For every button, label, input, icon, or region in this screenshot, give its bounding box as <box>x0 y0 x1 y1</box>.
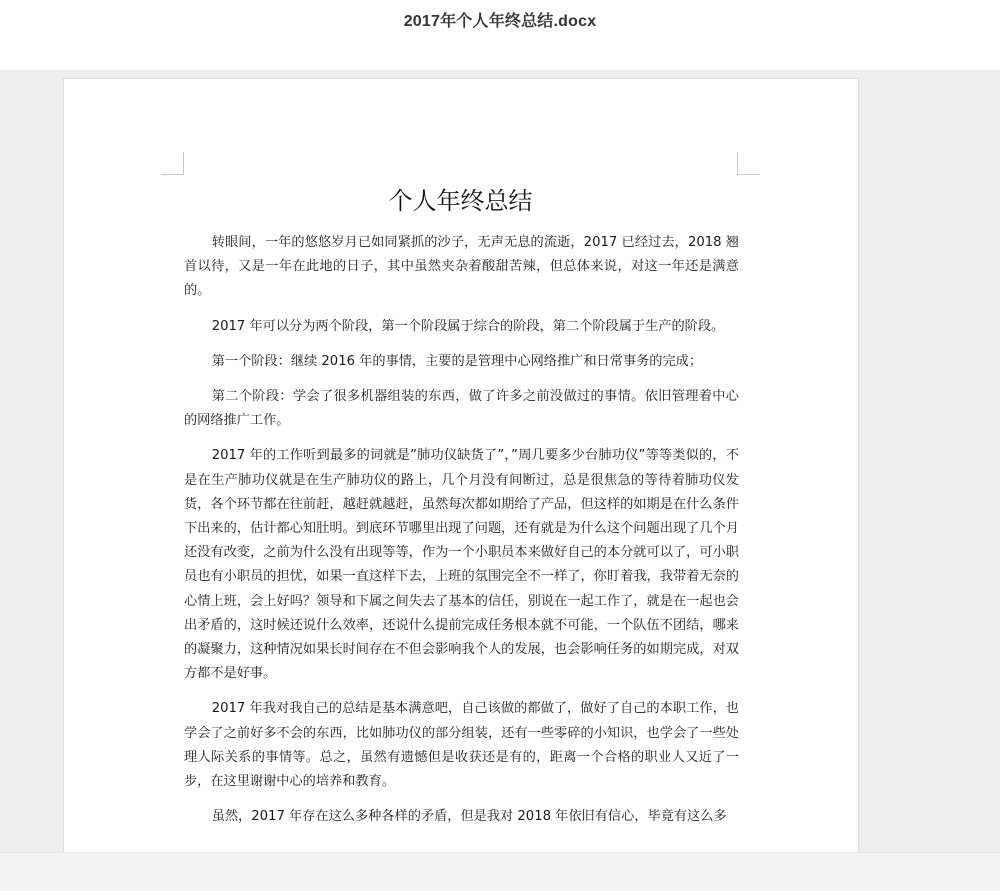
page-margin-corner-top-right <box>737 152 760 175</box>
title-bar <box>0 0 1000 70</box>
paragraph: 转眼间，一年的悠悠岁月已如同紧抓的沙子，无声无息的流逝，2017 已经过去，2018 翘首以待，又是一年在此地的日子，其中虽然夹杂着酸甜苦辣，但总体来说，对这一年还是满意的。 <box>184 235 739 299</box>
paragraph: 2017 年的工作听到最多的词就是”肺功仪缺货了”，”周几要多少台肺功仪”等等类似的，不是在生产肺功仪就是在生产肺功仪的路上，几个月没有间断过，总是很焦急的等待着肺功仪发货，各个环节都在往前赶，越赶就越赶，虽然每次都如期给了产品，但这样的如期是在什么条件下出来的，估计都心知肚明。到底环节哪里出现了问题，还有就是为什么这个问题出现了几个月还没有改变，之前为什么没有出现等等，作为一个小职员本来做好自己的本分就可以了，可小职员也有小职员的担忧，如果一直这样下去，上班的氛围完全不一样了，你盯着我，我带着无奈的心情上班，会上好吗？领导和下属之间失去了基本的信任，别说在一起工作了，就是在一起也会出矛盾的，这时候还说什么效率，还说什么提前完成任务根本就不可能，一个队伍不团结，哪来的凝聚力，这种情况如果长时间存在不但会影响我个人的发展，也会影响任务的如期完成，对双方都不是好事。 <box>184 448 739 682</box>
bottom-bar <box>0 852 1000 891</box>
document-filename: 2017年个人年终总结.docx <box>403 13 597 30</box>
paragraph: 第一个阶段：继续 2016 年的事情，主要的是管理中心网络推广和日常事务的完成； <box>211 353 703 369</box>
paragraph: 2017 年我对我自己的总结是基本满意吧，自己该做的都做了，做好了自己的本职工作，也学会了之前好多不会的东西，比如肺功仪的部分组装，还有一些零碎的小知识，也学会了一些处理人际关系的事情等。总之，虽然有遗憾但是收获还是有的，距离一个合格的职业人又近了一步，在这里谢谢中心的培养和教育。 <box>184 701 739 790</box>
page-margin-corner-top-left <box>161 152 184 175</box>
document-title: 个人年终总结 <box>388 187 533 215</box>
paragraph: 2017 年可以分为两个阶段，第一个阶段属于综合的阶段，第二个阶段属于生产的阶段。 <box>211 318 725 334</box>
paragraph: 第二个阶段：学会了很多机器组装的东西，做了许多之前没做过的事情。依旧管理着中心的网络推广工作。 <box>184 389 739 429</box>
paragraph: 虽然，2017 年存在这么多种各样的矛盾，但是我对 2018 年依旧有信心，毕竟有这么多 <box>211 809 727 825</box>
document-viewer[interactable] <box>0 70 1000 852</box>
document-body <box>184 231 739 840</box>
document-page <box>63 78 859 852</box>
